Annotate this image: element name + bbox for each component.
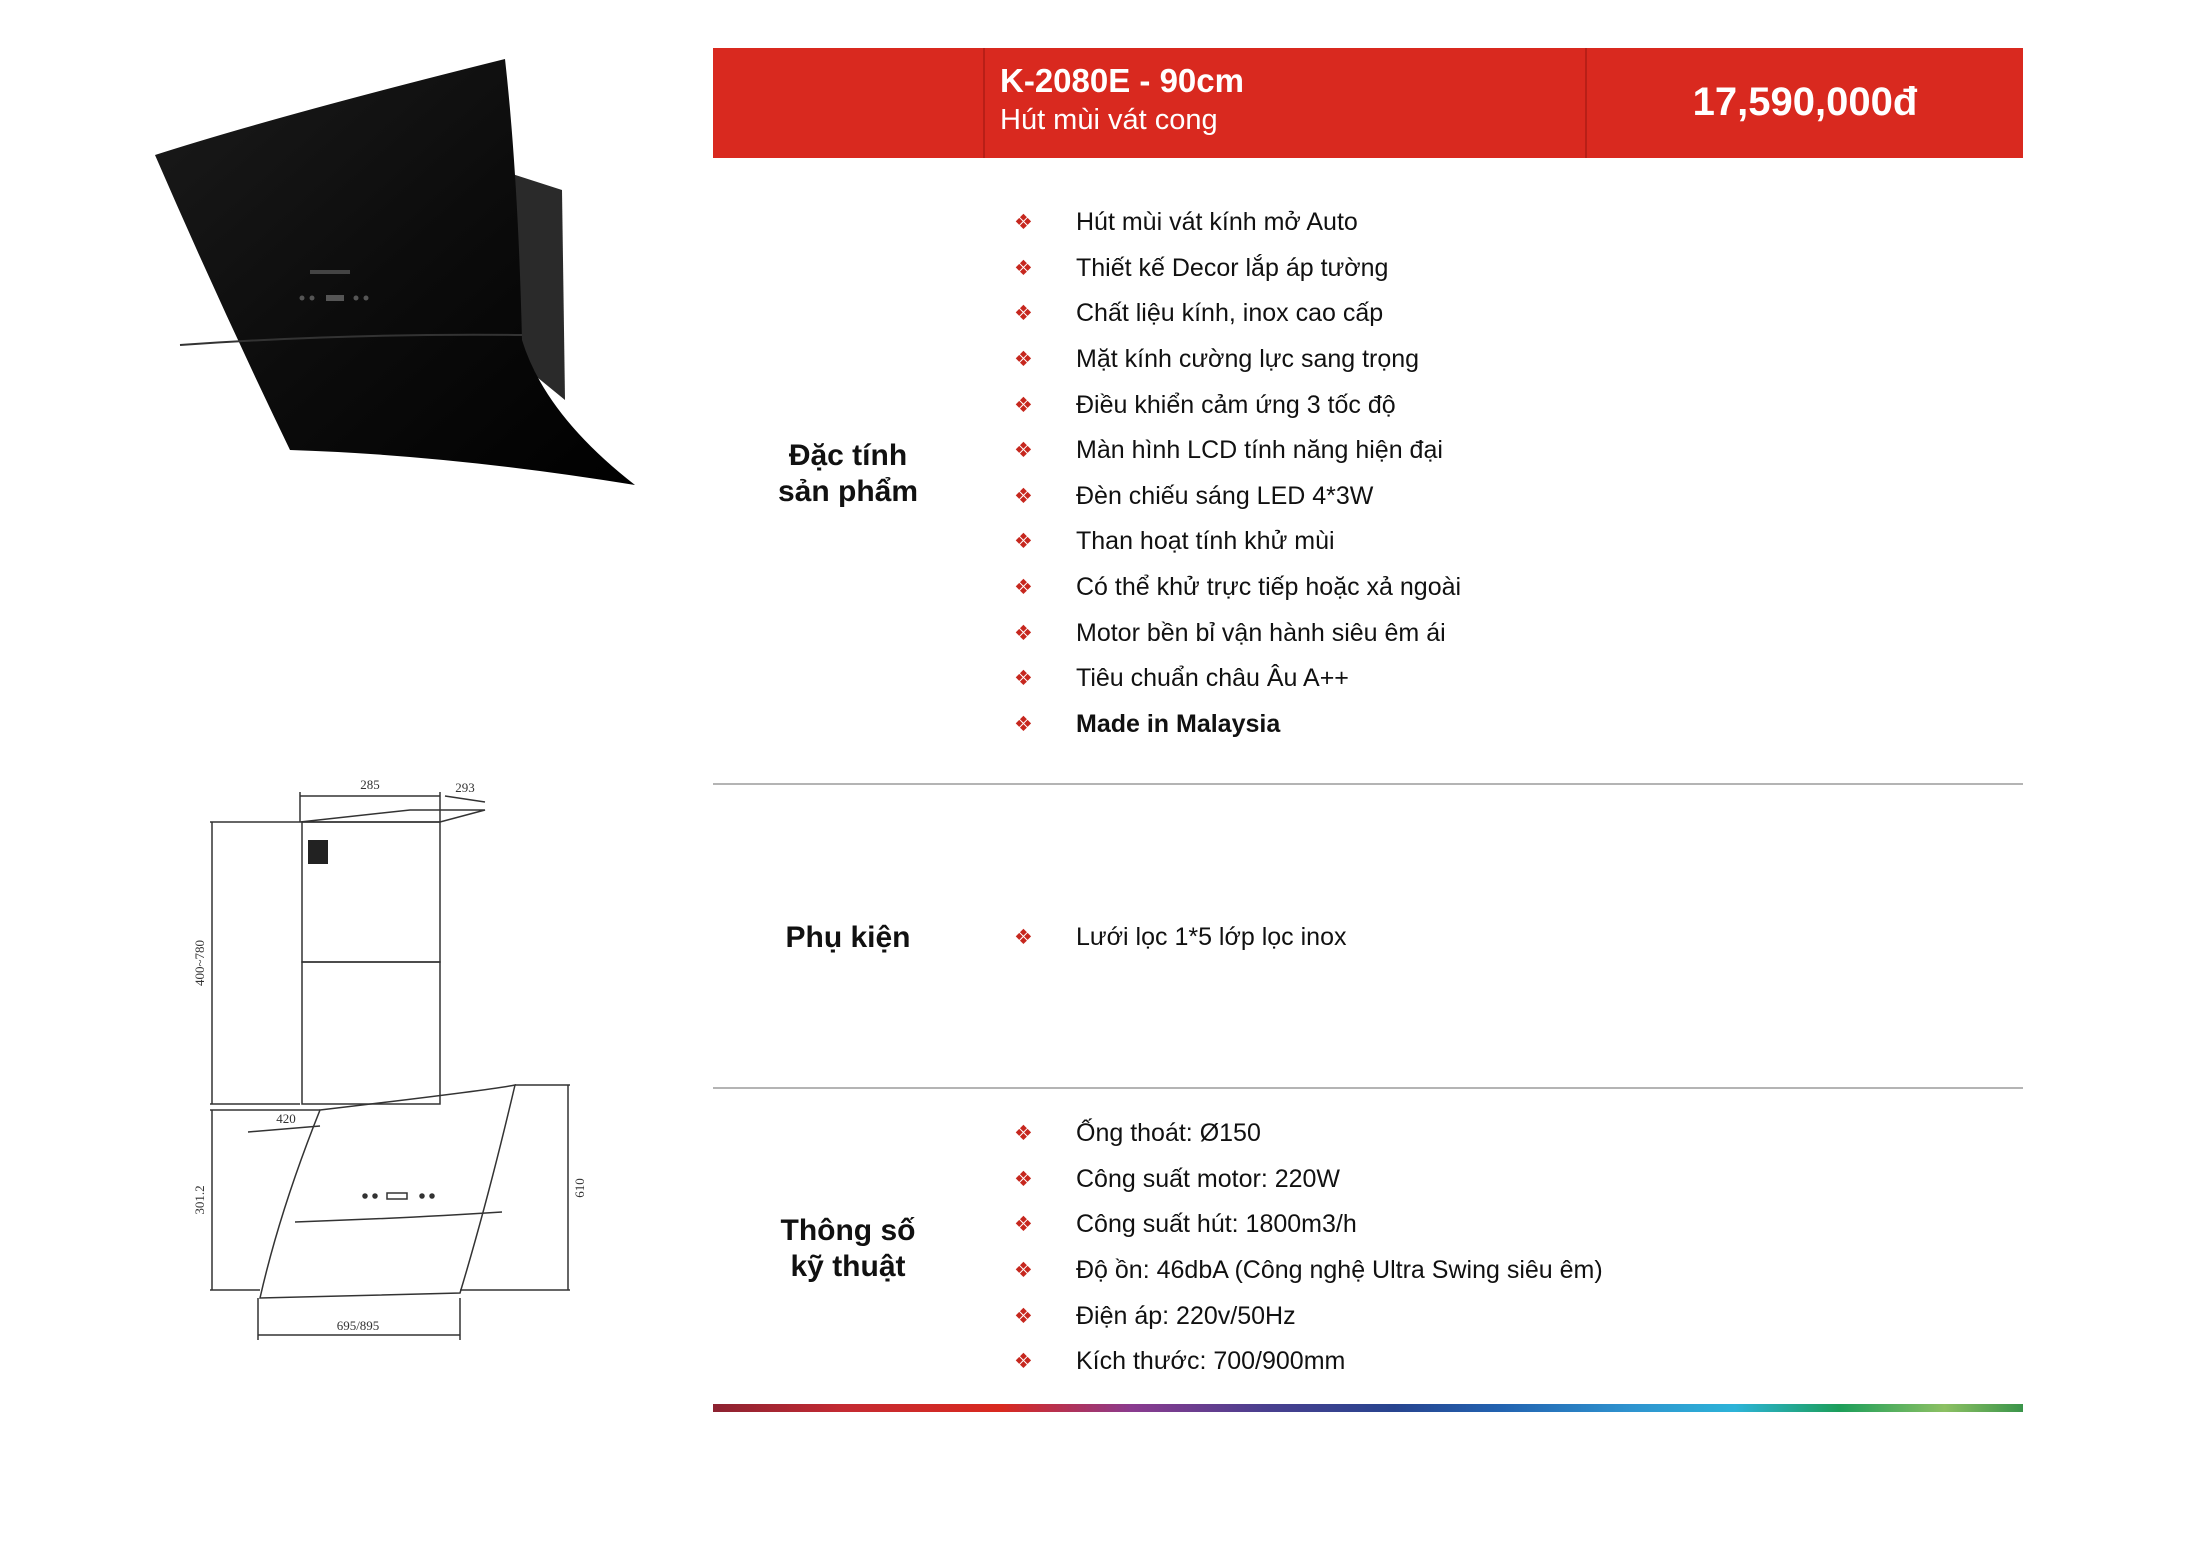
bullet-icon: ❖ [1014,256,1033,280]
bullet-icon: ❖ [1014,576,1033,600]
bullet-icon: ❖ [1014,1167,1033,1191]
list-item-text: Motor bền bỉ vận hành siêu êm ái [1076,618,1446,647]
dim-top-depth: 293 [455,780,475,795]
product-subtitle: Hút mùi vát cong [1000,104,1218,136]
features-label [713,438,983,510]
bullet-icon: ❖ [1014,439,1033,463]
list-item [1012,246,1461,292]
brand-color-bar [713,1404,2023,1412]
bullet-icon: ❖ [1014,302,1033,326]
list-item [1012,565,1461,611]
dim-total-height: 610 [572,1178,587,1198]
list-item-text: Đèn chiếu sáng LED 4*3W [1076,481,1374,510]
dim-width: 695/895 [336,1318,380,1333]
list-item-text: Lưới lọc 1*5 lớp lọc inox [1076,923,1347,952]
divider [713,783,2023,785]
dim-inset: 420 [276,1111,296,1126]
list-item [1012,382,1461,428]
price: 17,590,000đ [1692,80,1918,124]
bullet-icon: ❖ [1014,530,1033,554]
list-item-text: Chất liệu kính, inox cao cấp [1076,299,1384,328]
list-item-text: Kích thước: 700/900mm [1076,1347,1346,1376]
features-label-line2: sản phẩm [777,475,919,508]
list-item-text: Thiết kế Decor lắp áp tường [1076,253,1389,282]
list-item-text: Công suất motor: 220W [1076,1164,1341,1193]
bullet-icon: ❖ [1014,393,1033,417]
bullet-icon: ❖ [1014,621,1033,645]
list-item [1012,337,1461,383]
bullet-icon: ❖ [1014,1350,1033,1374]
specs-label-line2: kỹ thuật [790,1250,906,1283]
specs-list [1012,1111,1603,1385]
list-item [1012,1248,1603,1294]
list-item [1012,291,1461,337]
header-separator [983,48,985,158]
bullet-icon: ❖ [1014,712,1033,736]
bullet-icon: ❖ [1014,211,1033,235]
features-list [1012,200,1461,747]
bullet-icon: ❖ [1014,348,1033,372]
list-item [1012,1293,1603,1339]
specs-label-line1: Thông số [780,1214,916,1247]
list-item [1012,1339,1603,1385]
list-item-text: Công suất hút: 1800m3/h [1076,1210,1357,1239]
list-item [1012,428,1461,474]
specs-label [713,1213,983,1285]
bullet-icon: ❖ [1014,1213,1033,1237]
bullet-icon: ❖ [1014,1122,1033,1146]
list-item-text: Made in Malaysia [1076,709,1281,738]
list-item [1012,1157,1603,1203]
list-item-text: Ống thoát: Ø150 [1076,1119,1261,1148]
features-label-line1: Đặc tính [788,439,908,472]
list-item-text: Điện áp: 220v/50Hz [1076,1301,1296,1330]
accessories-list [1012,915,1346,961]
bullet-icon: ❖ [1014,484,1033,508]
bullet-icon: ❖ [1014,926,1033,950]
dim-chimney-height: 400~780 [192,939,207,987]
list-item [1012,1111,1603,1157]
bullet-icon: ❖ [1014,1304,1033,1328]
list-item-text: Than hoạt tính khử mùi [1076,527,1335,556]
list-item [1012,519,1461,565]
bullet-icon: ❖ [1014,1259,1033,1283]
bullet-icon: ❖ [1014,667,1033,691]
list-item-text: Có thể khử trực tiếp hoặc xả ngoài [1076,573,1462,602]
list-item [1012,702,1461,748]
list-item-text: Độ ồn: 46dbA (Công nghệ Ultra Swing siêu êm) [1076,1256,1603,1285]
list-item-text: Tiêu chuẩn châu Âu A++ [1076,664,1349,693]
product-photo [150,55,650,495]
list-item [1012,1202,1603,1248]
divider [713,1087,2023,1089]
list-item-text: Hút mùi vát kính mở Auto [1076,208,1358,237]
list-item [1012,474,1461,520]
list-item [1012,915,1346,961]
model-name: K-2080E - 90cm [1000,62,1244,99]
accessories-label: Phụ kiện [785,921,911,954]
list-item [1012,200,1461,246]
list-item-text: Mặt kính cường lực sang trọng [1076,345,1420,374]
list-item [1012,610,1461,656]
dim-top-width: 285 [360,777,380,792]
technical-drawing [190,770,610,1350]
list-item [1012,656,1461,702]
list-item-text: Màn hình LCD tính năng hiện đại [1076,436,1443,465]
list-item-text: Điều khiển cảm ứng 3 tốc độ [1076,390,1396,419]
dim-body-height: 301.2 [192,1185,207,1215]
